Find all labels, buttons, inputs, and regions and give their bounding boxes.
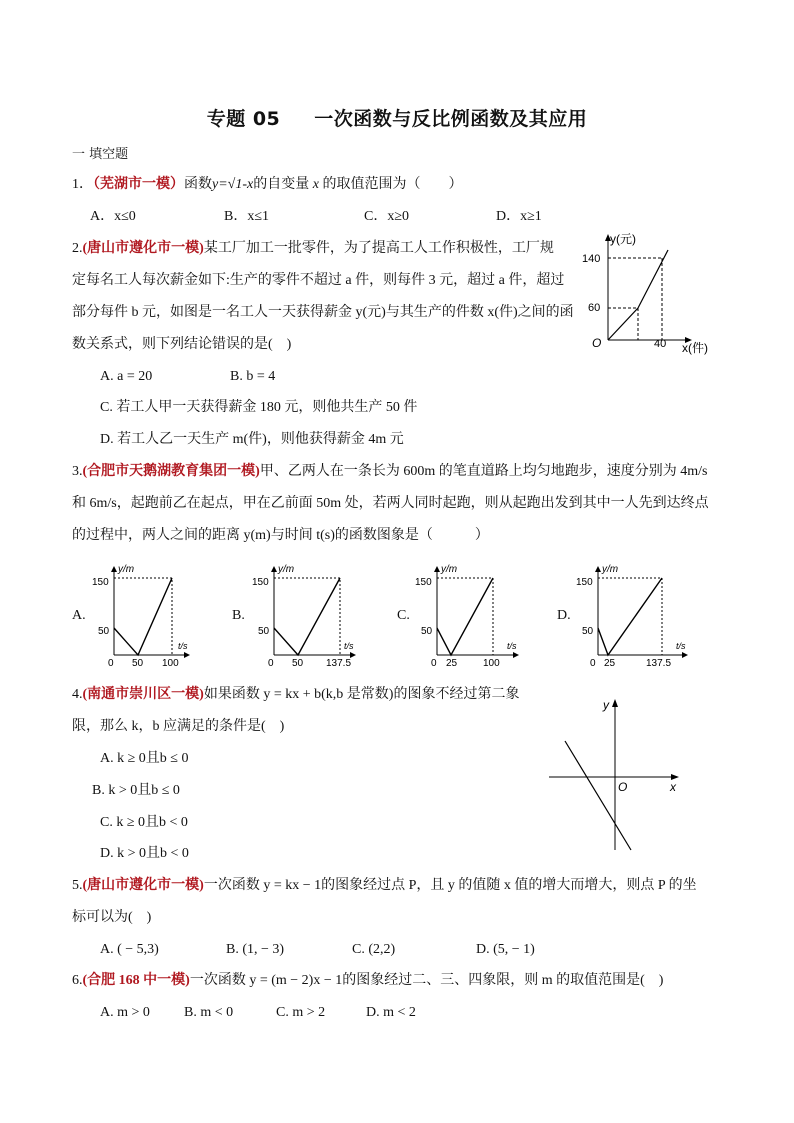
q6-option-d: D. m < 2 [366, 1005, 416, 1020]
q2-segment-1 [608, 308, 638, 340]
question-5 [72, 876, 697, 896]
q3c-x-label: t/s [507, 641, 517, 651]
q2-option-c: C. 若工人甲一天获得薪金 180 元，则他共生产 50 件 [100, 400, 418, 415]
question-1 [72, 175, 462, 195]
q3c-y-label: y/m [441, 564, 458, 575]
q2-option-b: B. b = 4 [230, 369, 276, 384]
q3d-line [598, 578, 662, 655]
q1-var: x [312, 177, 319, 192]
q3b-y-arrow [271, 566, 277, 572]
q3a-tick-150: 150 [92, 577, 109, 588]
q2-num: 2. [72, 241, 83, 256]
q5-option-b: B. (1, − 3) [226, 942, 285, 957]
q3d-tick-x1: 25 [604, 658, 616, 669]
q3d-tick-x2: 137.5 [646, 658, 672, 669]
q4-line [565, 741, 631, 850]
q3c-tick-x2: 100 [483, 658, 500, 669]
q3a-x-label: t/s [178, 641, 188, 651]
q3b-tick-50: 50 [258, 626, 270, 637]
q3d-y-label: y/m [602, 564, 619, 575]
q1-option-a: A．x≤0 [90, 209, 136, 224]
q2-source: (唐山市遵化市一模) [82, 241, 204, 256]
q3b-guide [274, 578, 340, 655]
q3-chart-d [576, 560, 696, 670]
q3b-line [274, 578, 340, 655]
q3b-tick-x2: 137.5 [326, 658, 352, 669]
q3c-origin: 0 [431, 658, 437, 669]
q3d-tick-150: 150 [576, 577, 593, 588]
q4-option-c: C. k ≥ 0且b < 0 [100, 815, 188, 830]
q4-option-b: B. k > 0且b ≤ 0 [92, 783, 180, 798]
section-label: 一 填空题 [72, 147, 129, 162]
q6-option-b: B. m < 0 [184, 1005, 234, 1020]
q1-option-c: C．x≥0 [364, 209, 410, 224]
q3b-x-label: t/s [344, 641, 354, 651]
q5-line-1: 一次函数 y = kx − 1的图象经过点 P，且 y 的值随 x 值的增大而增大，则点 P 的坐 [203, 878, 697, 893]
q5-option-c: C. (2,2) [352, 942, 396, 957]
q3c-tick-x1: 25 [446, 658, 458, 669]
q3c-line [437, 578, 493, 655]
question-4 [72, 685, 519, 705]
q2-line-2: 定每名工人每次薪金如下:生产的零件不超过 a 件，则每件 3 元，超过 a 件，超过 [72, 273, 565, 288]
q4-origin-label: O [618, 780, 628, 794]
q2-tick-140: 140 [582, 253, 601, 265]
q3-chart-a [92, 560, 192, 670]
q2-tick-40: 40 [654, 338, 667, 350]
page-title [0, 104, 794, 131]
q6-source: (合肥 168 中一模) [82, 973, 190, 988]
q3c-tick-150: 150 [415, 577, 432, 588]
q2-line-3: 部分每件 b 元，如图是一名工人一天获得薪金 y(元)与其生产的件数 x(件)之间的函 [72, 305, 574, 320]
q2-graph [578, 228, 728, 358]
q3c-y-arrow [434, 566, 440, 572]
q5-line-2: 标可以为( ) [72, 910, 152, 925]
q3a-origin: 0 [108, 658, 114, 669]
question-3 [72, 462, 707, 482]
question-2 [72, 239, 554, 259]
q3-option-d-label: D. [557, 608, 571, 623]
q3c-tick-50: 50 [421, 626, 433, 637]
q3a-tick-50: 50 [98, 626, 110, 637]
q2-tick-60: 60 [588, 302, 601, 314]
q2-x-axis-label: x(件) [682, 341, 708, 355]
q4-line-2: 限，那么 k，b 应满足的条件是( ) [72, 719, 285, 734]
q3a-x-arrow [184, 652, 190, 658]
q6-text: 一次函数 y = (m − 2)x − 1的图象经过二、三、四象限，则 m 的取值范围是( ) [189, 973, 664, 988]
q3b-origin: 0 [268, 658, 274, 669]
q4-graph [545, 695, 685, 855]
q1-text-c: 的取值范围为（ ） [322, 177, 463, 192]
q4-x-label: x [670, 780, 676, 794]
q3a-tick-x1: 50 [132, 658, 144, 669]
q5-option-d: D. (5, − 1) [476, 942, 535, 957]
q3-line-1: 甲、乙两人在一条长为 600m 的笔直道路上均匀地跑步，速度分别为 4m/s [259, 464, 708, 479]
q5-source: (唐山市遵化市一模) [82, 878, 204, 893]
q3b-tick-x1: 50 [292, 658, 304, 669]
q3-option-c-label: C. [397, 608, 410, 623]
q4-y-arrow [612, 699, 618, 707]
q3d-y-arrow [595, 566, 601, 572]
q3d-origin: 0 [590, 658, 596, 669]
q2-line-1: 某工厂加工一批零件，为了提高工人工作积极性，工厂规 [203, 241, 554, 256]
title-prefix: 专题 05 [206, 108, 281, 130]
q1-formula: y=√1-x [212, 177, 254, 192]
q2-y-axis-label: y(元) [610, 232, 636, 246]
q3d-x-label: t/s [676, 641, 686, 651]
q2-origin-label: O [592, 336, 602, 350]
q1-option-d: D．x≥1 [496, 209, 542, 224]
q3-num: 3. [72, 464, 83, 479]
q4-option-d: D. k > 0且b < 0 [100, 846, 189, 861]
q1-option-b: B．x≤1 [224, 209, 270, 224]
q1-text-b: 的自变量 [253, 177, 310, 192]
q3c-x-arrow [513, 652, 519, 658]
q4-line-1: 如果函数 y = kx + b(k,b 是常数)的图象不经过第二象 [203, 687, 520, 702]
q3d-tick-50: 50 [582, 626, 594, 637]
q2-line-4: 数关系式，则下列结论错误的是( ) [72, 337, 292, 352]
q6-num: 6. [72, 973, 83, 988]
q1-source: （芜湖市一模） [93, 177, 184, 192]
q3b-tick-150: 150 [252, 577, 269, 588]
q3a-tick-x2: 100 [162, 658, 179, 669]
q2-option-a: A. a = 20 [100, 369, 153, 384]
q5-option-a: A. ( − 5,3) [100, 942, 159, 957]
q3-line-2: 和 6m/s，起跑前乙在起点，甲在乙前面 50m 处，若两人同时起跑，则从起跑出发到其中一人先到达终点 [72, 496, 709, 511]
q3a-line [114, 578, 172, 655]
q3-option-a-label: A. [72, 608, 86, 623]
q1-text-a: 函数 [184, 177, 212, 192]
q3b-y-label: y/m [278, 564, 295, 575]
q4-option-a: A. k ≥ 0且b ≤ 0 [100, 751, 189, 766]
q3-chart-b [252, 560, 362, 670]
q3a-y-label: y/m [118, 564, 135, 575]
q1-num: 1． [72, 177, 93, 192]
q4-num: 4. [72, 687, 83, 702]
q2-segment-2 [638, 250, 668, 308]
q3d-x-arrow [682, 652, 688, 658]
question-6 [72, 971, 663, 991]
q6-option-c: C. m > 2 [276, 1005, 326, 1020]
q3-chart-c [415, 560, 525, 670]
q5-num: 5. [72, 878, 83, 893]
q2-option-d: D. 若工人乙一天生产 m(件)，则他获得薪金 4m 元 [100, 432, 404, 447]
title-main: 一次函数与反比例函数及其应用 [314, 108, 588, 130]
q4-y-label: y [603, 698, 609, 712]
q3-line-3: 的过程中，两人之间的距离 y(m)与时间 t(s)的函数图象是（ ） [72, 528, 489, 543]
q3-option-b-label: B. [232, 608, 245, 623]
q3-source: (合肥市天鹅湖教育集团一模) [82, 464, 260, 479]
q3a-y-arrow [111, 566, 117, 572]
q6-option-a: A. m > 0 [100, 1005, 150, 1020]
q4-source: (南通市崇川区一模) [82, 687, 204, 702]
q3d-guide [598, 578, 662, 655]
